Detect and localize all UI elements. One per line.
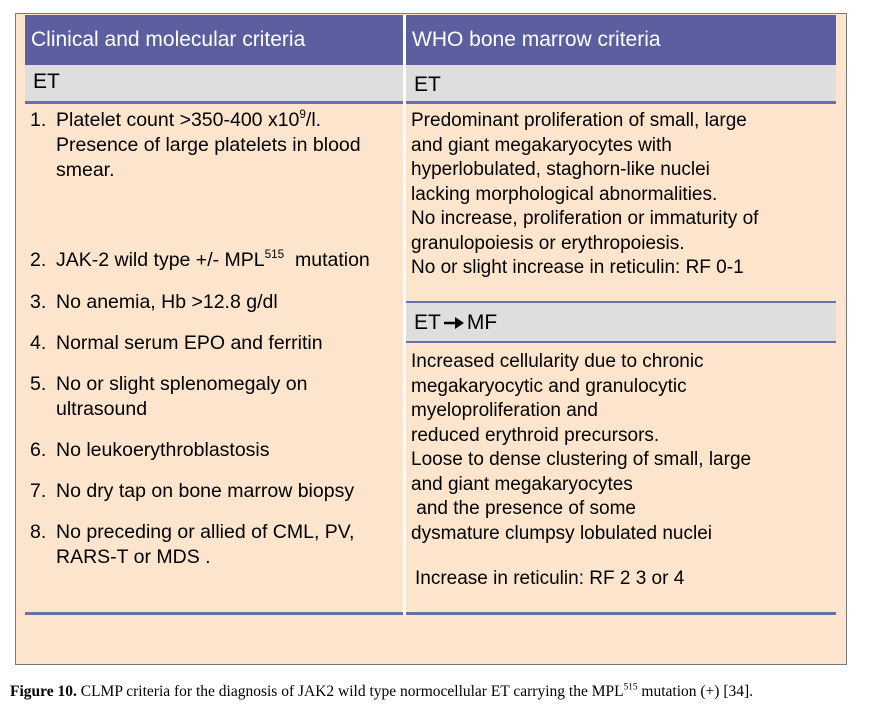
criterion-8 [30,520,402,570]
caption-superscript: 515 [623,682,638,693]
criterion-6 [30,438,402,463]
criterion-2 [30,248,402,273]
figure-caption [10,683,870,701]
criterion-5 [30,372,402,422]
et-line: granulopoiesis or erythropoiesis. [411,232,685,254]
criterion-number: 5. [30,373,47,395]
right-arrow-icon [443,316,465,330]
criterion-number: 6. [30,439,47,461]
header-who-bone-marrow: WHO bone marrow criteria [406,15,836,65]
caption-text-end: mutation (+) [34]. [637,683,754,700]
criterion-text: No or slight splenomegaly on ultrasound [56,373,308,420]
mf-line: and the presence of some [411,498,636,519]
subheader-et-to-mf [406,301,836,343]
criterion-text: No dry tap on bone marrow biopsy [56,480,355,502]
caption-text: CLMP criteria for the diagnosis of JAK2 wild type normocellular ET carrying the MPL [76,683,624,700]
criterion-number: 7. [30,480,47,502]
header-clinical-molecular: Clinical and molecular criteria [25,15,403,65]
mf-line: megakaryocytic and granulocytic [411,375,687,397]
mf-line: and giant megakaryocytes [411,473,633,495]
criterion-text: No anemia, Hb >12.8 g/dl [56,291,278,313]
et-line: No or slight increase in reticulin: RF 0-1 [411,257,744,278]
et-line: Predominant proliferation of small, large [411,110,747,131]
et-line: lacking morphological abnormalities. [411,183,718,205]
criterion-number: 1. [30,109,47,131]
figure-label: Figure 10. [10,683,77,700]
criterion-text: Normal serum EPO and ferritin [56,332,323,354]
subheader-mf-label: MF [466,311,498,334]
mf-reticulin-text: Increase in reticulin: RF 2 3 or 4 [415,568,685,589]
criterion-text: Platelet count >350-400 $x10^9/l$. Presence of large platelets in blood smear. [56,107,361,181]
divider-right [406,101,836,104]
et-line: hyperlobulated, staghorn-like nuclei [411,159,710,180]
subheader-et-right: ET [406,65,836,101]
criterion-text: No preceding or allied of CML, PV, RARS-T or MDS . [56,521,355,568]
subheader-et-left: ET [25,65,403,101]
criterion-3 [30,290,402,315]
mf-line: Increased cellularity due to chronic [411,351,704,372]
criterion-text: JAK-2 wild type +/- MPL$^{515}$ mutation [56,247,370,271]
bottom-rule-left [25,612,403,615]
mf-line: Loose to dense clustering of small, large [411,449,752,470]
criterion-4 [30,331,402,356]
et-line: and giant megakaryocytes with [411,134,672,156]
et-criteria-text [411,109,833,281]
criterion-text: No leukoerythroblastosis [56,439,270,461]
criterion-number: 2. [30,249,47,271]
et-line: No increase, proliferation or immaturity of [411,208,759,229]
criterion-number: 3. [30,291,47,313]
mf-line: dysmature clumpsy lobulated nuclei [411,522,712,544]
criterion-7 [30,479,402,504]
criterion-number: 4. [30,332,47,354]
mf-line: reduced erythroid precursors. [411,424,660,446]
criterion-1 [30,108,402,183]
mf-line: myeloproliferation and [411,400,598,421]
criterion-number: 8. [30,521,47,543]
divider-left [25,101,403,104]
mf-criteria-text [411,350,833,546]
subheader-et-label: ET [414,311,441,334]
bottom-rule-right [406,612,836,615]
